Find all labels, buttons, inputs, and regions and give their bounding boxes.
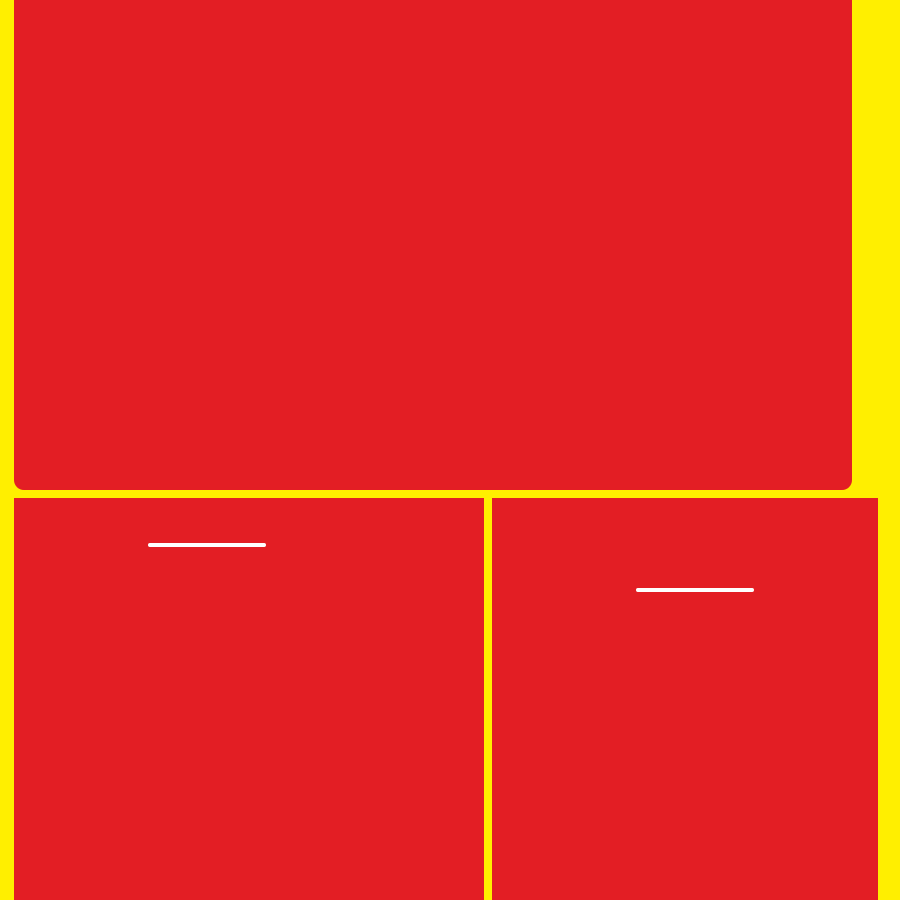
red-timetable-panel	[14, 0, 852, 490]
violet-line-badge	[636, 588, 754, 592]
etna-tour-panel	[492, 498, 878, 900]
godfather-route-text	[390, 620, 450, 900]
green-line-badge	[148, 543, 266, 547]
attention-note	[838, 5, 860, 485]
